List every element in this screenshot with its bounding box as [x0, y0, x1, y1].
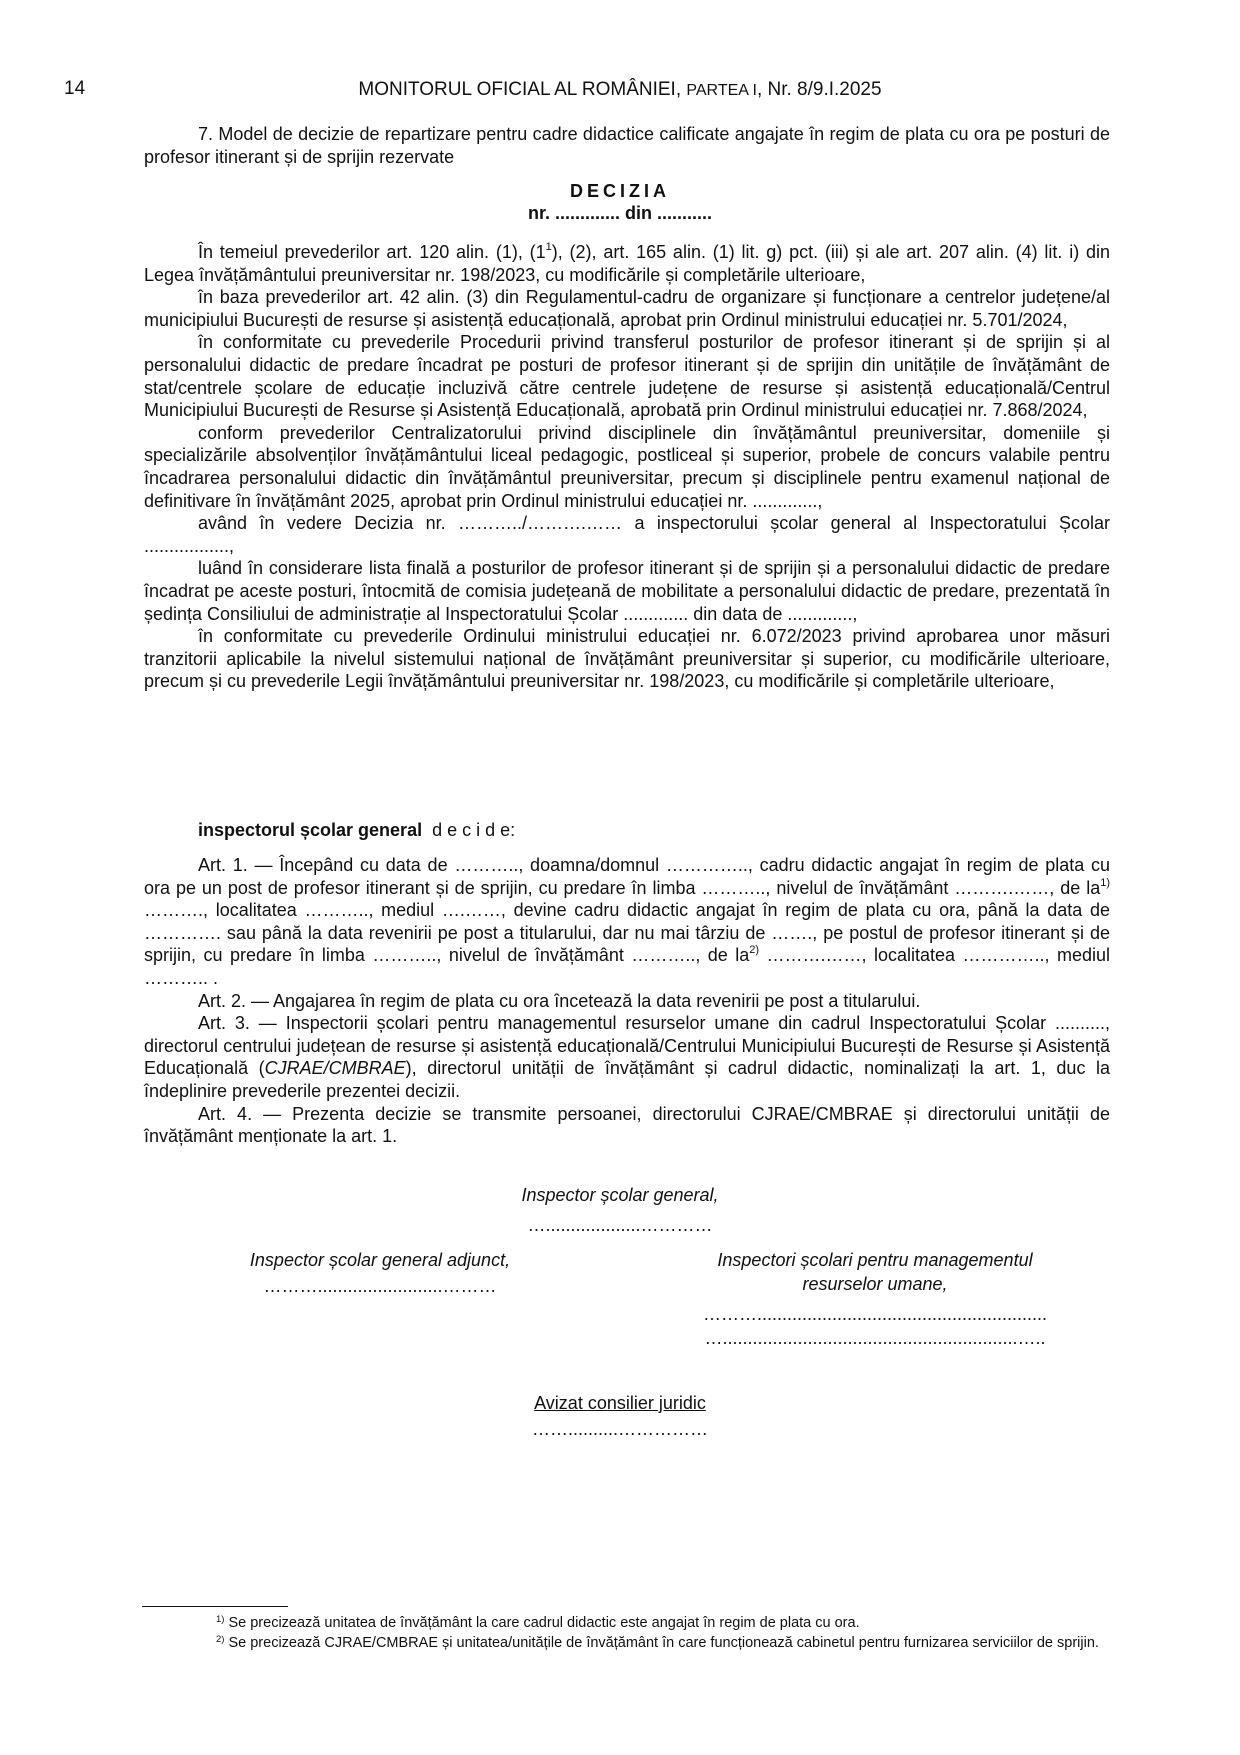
header-issue: , Nr. 8/9.I.2025	[756, 79, 882, 100]
text: În temeiul prevederilor art. 120 alin. (1), (1	[198, 242, 546, 262]
considerent-paragraph: în conformitate cu prevederile Procedurii privind transferul posturilor de profesor itinerant și de sprijin și al personalului didactic de predare încadrat pe posturi de profesor itinerant și de sprijin din unitățile de învățământ de stat/centrele școlare de educație incluzivă către centrele județene de resurse și asistență educațională/Centrul Municipiului București de Resurse și Asistență Educațională, aprobată prin Ordinul ministrului educației nr. 7.868/2024,	[144, 332, 1110, 421]
text: Se precizează CJRAE/CMBRAE și unitatea/unitățile de învățământ în care funcționează cabinetul pentru furnizarea serviciilor de sprijin.	[224, 1634, 1099, 1651]
considerent-paragraph: în baza prevederilor art. 42 alin. (3) din Regulamentul-cadru de organizare și funcționare a centrelor județene/al municipiului București de resurse și asistență educațională, aprobat prin Ordinul ministrului educației nr. 5.701/2024,	[144, 287, 1110, 330]
article-4: Art. 4. — Prezenta decizie se transmite persoanei, directorului CJRAE/CMBRAE și directorului unității de învățământ menționate la art. 1.	[144, 1103, 1110, 1147]
footnote-mark: 1)	[216, 1614, 225, 1625]
page-header	[0, 79, 1240, 101]
decision-heading: DECIZIA	[570, 181, 670, 201]
signature-inspector-adjunct	[180, 1248, 580, 1298]
footnote-ref: 1)	[1100, 876, 1110, 889]
signature-title: Avizat consilier juridic	[534, 1393, 706, 1413]
footnotes	[144, 1614, 1110, 1653]
header-part: PARTEA I	[686, 82, 757, 99]
footnote-mark: 2)	[216, 1633, 225, 1645]
text: ), (2), art. 165 alin. (1) lit. g) pct. (iii) și ale art. 207 alin. (4) lit. i) din Legea învățământului preuniversitar nr. 198/2023, cu modificările și completările ulterioare,	[144, 242, 1111, 285]
text: Art. 1. — Începând cu data de ……….., doamna/domnul ………….., cadru didactic angajat în regim de plata cu ora pe un post de profesor itinerant și de sprijin, cu predare în limba ……….., nivelul de învățământ ……….……, de la	[144, 855, 1110, 898]
considerent-paragraph: luând în considerare lista finală a posturilor de profesor itinerant și de sprijin și a personalului didactic de predare încadrat pe aceste posturi, întocmită de comisia județeană de mobilitate a personalului didactic de predare, prezentată în ședința Consiliului de administrație al Inspectoratului Școlar ............. din data de .............,	[144, 558, 1110, 624]
considerent-paragraph: în conformitate cu prevederile Ordinului ministrului educației nr. 6.072/2023 privind aprobarea unor măsuri tranzitorii aplicabile la nivelul sistemului național de învățământ preuniversitar și superior, cu modificările ulterioare, precum și cu prevederile Legii învățământului preuniversitar nr. 198/2023, cu modificările și completările ulterioare,	[144, 626, 1110, 692]
signature-dots: …...........................................................…..	[704, 1328, 1046, 1348]
italic-text: CJRAE/CMBRAE	[264, 1058, 406, 1079]
articles	[144, 854, 1110, 1148]
signature-inspector-general	[420, 1183, 820, 1237]
article-1	[144, 854, 1110, 990]
considerent-paragraph: conform prevederilor Centralizatorului privind disciplinele din învățământul preuniversitar, domeniile și specializările absolvenților învățământului liceal pedagogic, postliceal și superior, probele de concurs valabile pentru încadrarea personalului didactic din învățământul preuniversitar, precum și disciplinele pentru examenul național de definitivare în învățământ 2025, aprobat prin Ordinul ministrului educației nr. .............,	[144, 422, 1110, 511]
section-title-block	[144, 123, 1110, 168]
signature-title: Inspectori școlari pentru managementul resurselor umane,	[717, 1250, 1033, 1294]
decision-number-line: nr. ............. din ...........	[527, 203, 713, 223]
considerents	[144, 241, 1110, 693]
signature-inspectors-hr	[640, 1248, 1110, 1350]
article-2: Art. 2. — Angajarea în regim de plata cu ora încetează la data revenirii pe post a titularului.	[198, 990, 921, 1011]
considerent-paragraph	[144, 241, 1110, 286]
signature-legal-advisor	[420, 1391, 820, 1441]
text: ………., localitatea ……….., mediul ….……, devine cadru didactic angajat în regim de plata cu ora, până la data de …………. sau până la data revenirii pe post a titularului, dar nu mai târziu de ……., pe postul de profesor itinerant și de sprijin, cu predare în limba ……….., nivelul de învățământ ……….., de la	[144, 900, 1110, 966]
footnote-1	[144, 1614, 1110, 1634]
decide-line	[144, 819, 1110, 842]
signature-dots: ……..........……………	[531, 1419, 708, 1439]
page-number: 14	[64, 78, 86, 99]
header-title: MONITORUL OFICIAL AL ROMÂNIEI,	[358, 79, 687, 100]
decide-subject: inspectorul școlar general	[198, 820, 423, 840]
text: Art. 3. — Inspectorii școlari pentru managementul resurselor umane din cadrul Inspectoratului Școlar .........., directorul centrului județean de resurse și asistență educațională/Centrului Municipiului București de Resurse și Asistență Educațională (	[144, 1013, 1110, 1079]
text: Se precizează unitatea de învățământ la care cadrul didactic este angajat în regim de plata cu ora.	[224, 1615, 860, 1631]
signature-dots: ……….........................………	[263, 1276, 497, 1296]
section-title: 7. Model de decizie de repartizare pentru cadre didactice calificate angajate în regim de plata cu ora pe posturi de profesor itinerant și de sprijin rezervate	[144, 124, 1110, 167]
footnote-divider	[142, 1606, 288, 1607]
considerent-paragraph: având în vedere Decizia nr. ………../……….…… a inspectorului școlar general al Inspectoratului Școlar .................,	[144, 513, 1110, 556]
article-3	[144, 1012, 1110, 1102]
text: ……….……, localitatea ………….., mediul ……….. .	[144, 945, 1110, 988]
footnote-ref: 2)	[749, 944, 760, 957]
signature-title: Inspector școlar general,	[521, 1185, 719, 1205]
signature-title: Inspector școlar general adjunct,	[249, 1250, 511, 1270]
signature-dots: ………..........................................................	[702, 1304, 1048, 1324]
superscript: 1	[545, 241, 552, 253]
text: ), directorul unității de învățământ și cadrul didactic, nominalizați la art. 1, duc la îndeplinire prevederile prezentei decizii.	[144, 1058, 1110, 1101]
footnote-2	[144, 1634, 1110, 1654]
signature-dots: …...................…………	[527, 1215, 713, 1235]
decide-verb: d e c i d e:	[432, 820, 516, 840]
